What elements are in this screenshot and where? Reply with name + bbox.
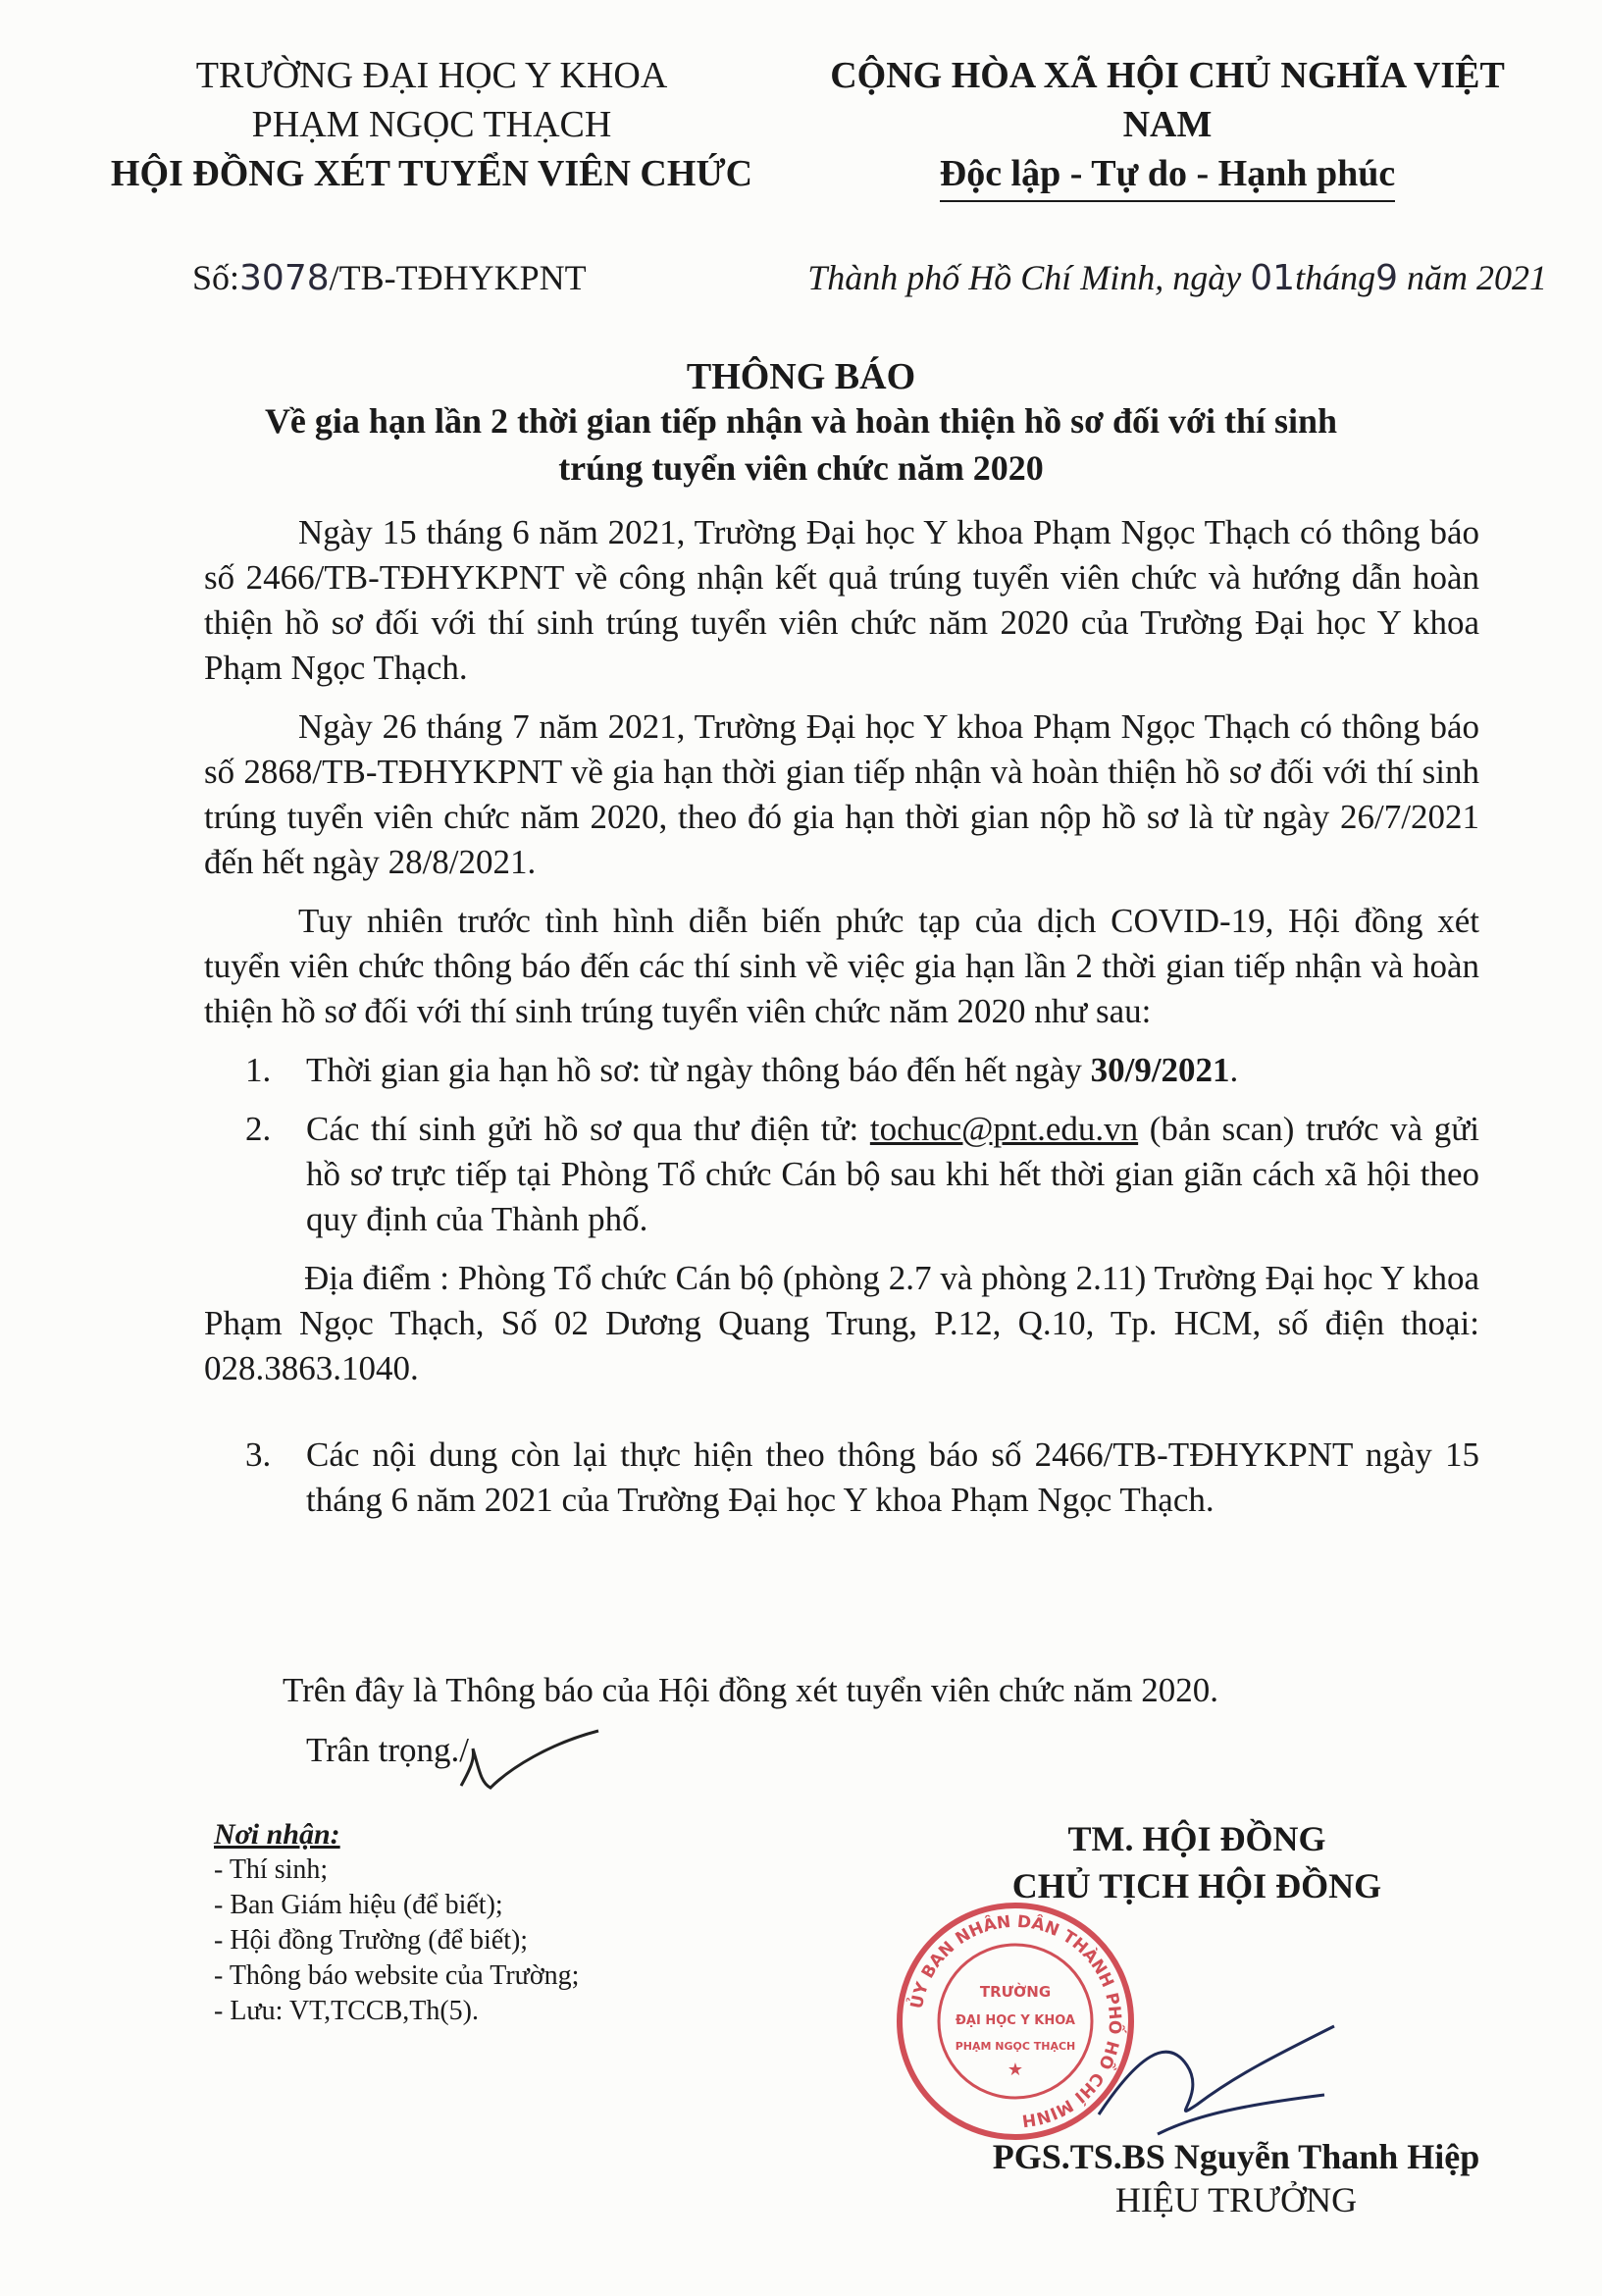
recipient-item: - Hội đồng Trường (để biết); — [214, 1925, 529, 1956]
month-label: tháng — [1295, 258, 1376, 297]
item-2-post: (bản scan) trước và gửi hồ sơ trực tiếp tại Phòng Tổ chức Cán bộ sau khi hết thời gian giãn cách xã hội theo quy định của Thành phố. — [306, 1110, 1479, 1238]
svg-text:ỦY BAN NHÂN DÂN THÀNH PHỐ HỒ C: ỦY BAN NHÂN DÂN THÀNH PHỐ HỒ CHÍ MINH — [906, 1911, 1125, 2130]
regards: Trân trọng./ — [306, 1731, 469, 1769]
signer-block — [883, 2135, 1589, 2221]
issuer-line-1: TRƯỜNG ĐẠI HỌC Y KHOA — [195, 55, 668, 96]
year-label: năm 2021 — [1407, 258, 1547, 297]
signature-title — [942, 1815, 1452, 1909]
national-header — [785, 51, 1550, 202]
issuer-line-3: HỘI ĐỒNG XÉT TUYỂN VIÊN CHỨC — [110, 153, 753, 194]
list-item-2 — [204, 1107, 1479, 1242]
place-name: Thành phố Hồ Chí Minh, — [807, 258, 1164, 297]
svg-text:ĐẠI HỌC Y KHOA: ĐẠI HỌC Y KHOA — [956, 2013, 1075, 2028]
signer-name: PGS.TS.BS Nguyễn Thanh Hiệp — [992, 2137, 1480, 2176]
national-motto: Độc lập - Tự do - Hạnh phúc — [940, 149, 1396, 202]
svg-text:★: ★ — [1007, 2060, 1024, 2080]
doc-number-handwritten: 3078 — [239, 258, 330, 298]
day-value: 01 — [1250, 258, 1296, 298]
doc-number-suffix: /TB-TĐHYKPNT — [329, 258, 587, 297]
issuer-header — [39, 51, 824, 198]
paragraph-2: Ngày 26 tháng 7 năm 2021, Trường Đại học Y khoa Phạm Ngọc Thạch có thông báo số 2868/TB-TĐHYKPNT về gia hạn thời gian tiếp nhận và hoàn thiện hồ sơ đối với thí sinh trúng tuyển viên chức năm 2020, theo đó gia hạn thời gian nộp hồ sơ là từ ngày 26/7/2021 đến hết ngày 28/8/2021. — [204, 707, 1479, 881]
deadline-date: 30/9/2021 — [1090, 1051, 1230, 1089]
recipient-item: - Thí sinh; — [214, 1854, 329, 1885]
signer-role: HIỆU TRƯỞNG — [1114, 2180, 1358, 2219]
paragraph-3: Tuy nhiên trước tình hình diễn biến phức tạp của dịch COVID-19, Hội đồng xét tuyển viên chức thông báo đến các thí sinh về việc gia hạn lần 2 thời gian tiếp nhận và hoàn thiện hồ sơ đối với thí sinh trúng tuyển viên chức năm 2020 như sau: — [204, 902, 1479, 1030]
svg-text:TRƯỜNG: TRƯỜNG — [979, 1983, 1052, 2001]
item-3-text: Các nội dung còn lại thực hiện theo thông báo số 2466/TB-TĐHYKPNT ngày 15 tháng 6 năm 2021 của Trường Đại học Y khoa Phạm Ngọc Thạch. — [306, 1435, 1479, 1519]
closing-sentence: Trên đây là Thông báo của Hội đồng xét tuyển viên chức năm 2020. — [283, 1671, 1219, 1709]
recipient-item: - Ban Giám hiệu (để biết); — [214, 1890, 503, 1920]
list-item-3 — [204, 1433, 1479, 1523]
document-title: THÔNG BÁO — [686, 356, 916, 397]
list-item-1 — [204, 1048, 1479, 1093]
email-link[interactable]: tochuc@pnt.edu.vn — [869, 1110, 1139, 1148]
subtitle-line-1: Về gia hạn lần 2 thời gian tiếp nhận và hoàn thiện hồ sơ đối với thí sinh — [264, 401, 1338, 441]
month-value: 9 — [1375, 258, 1398, 298]
svg-text:PHẠM NGỌC THẠCH: PHẠM NGỌC THẠCH — [955, 2040, 1076, 2053]
list-number: 3. — [245, 1435, 272, 1474]
handwritten-signature-icon — [1079, 1997, 1354, 2154]
day-label: ngày — [1172, 258, 1242, 297]
document-body — [204, 510, 1479, 1537]
item-1-text: Thời gian gia hạn hồ sơ: từ ngày thông báo đến hết ngày — [306, 1051, 1091, 1089]
recipients-block — [214, 1817, 579, 2029]
signature-line-2: CHỦ TỊCH HỘI ĐỒNG — [1011, 1866, 1382, 1905]
doc-number-prefix: Số: — [192, 258, 240, 297]
recipient-item: - Lưu: VT,TCCB,Th(5). — [214, 1996, 480, 2026]
subtitle-line-2: trúng tuyển viên chức năm 2020 — [558, 448, 1044, 488]
item-1-end: . — [1229, 1051, 1239, 1089]
nation-name: CỘNG HÒA XÃ HỘI CHỦ NGHĨA VIỆT NAM — [830, 55, 1505, 145]
document-number — [192, 257, 587, 298]
recipients-heading: Nơi nhận: — [214, 1818, 340, 1851]
address-paragraph: Địa điểm : Phòng Tổ chức Cán bộ (phòng 2.7 và phòng 2.11) Trường Đại học Y khoa Phạm Ngọc Thạch, Số 02 Dương Quang Trung, P.12, Q.10, Tp. HCM, số điện thoại: 028.3863.1040. — [204, 1259, 1479, 1387]
place-and-date — [807, 257, 1547, 298]
issuer-line-2: PHẠM NGỌC THẠCH — [251, 104, 612, 145]
recipient-item: - Thông báo website của Trường; — [214, 1960, 580, 1991]
paragraph-1: Ngày 15 tháng 6 năm 2021, Trường Đại học Y khoa Phạm Ngọc Thạch có thông báo số 2466/TB-TĐHYKPNT về công nhận kết quả trúng tuyển viên chức và hướng dẫn hoàn thiện hồ sơ đối với thí sinh trúng tuyển viên chức năm 2020 của Trường Đại học Y khoa Phạm Ngọc Thạch. — [204, 513, 1479, 687]
signature-line-1: TM. HỘI ĐỒNG — [1067, 1819, 1326, 1858]
initial-mark-icon — [451, 1729, 608, 1798]
item-2-pre: Các thí sinh gửi hồ sơ qua thư điện tử: — [306, 1110, 870, 1148]
document-subtitle — [177, 397, 1425, 492]
list-number: 2. — [245, 1110, 272, 1148]
list-number: 1. — [245, 1051, 272, 1089]
